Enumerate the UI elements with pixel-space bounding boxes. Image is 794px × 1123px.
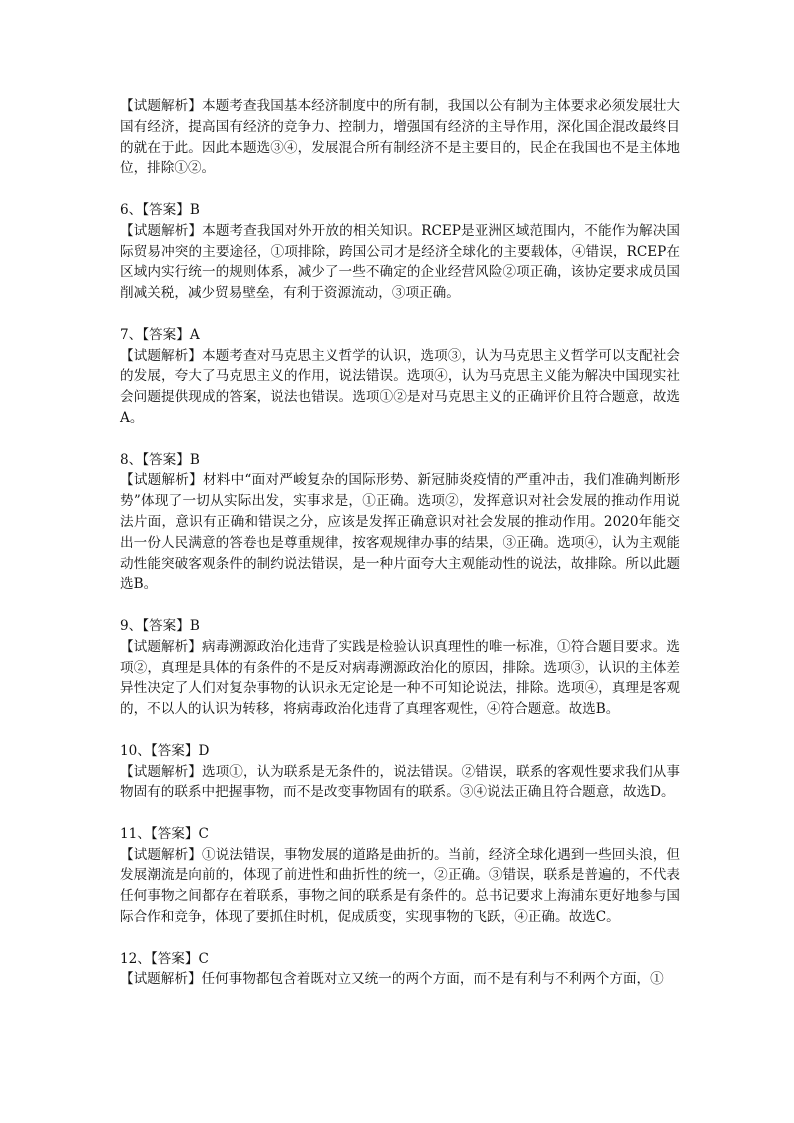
q8-analysis: 【试题解析】材料中“面对严峻复杂的国际形势、新冠肺炎疫情的严重冲击，我们准确判断形势”体现了一切从实际出发，实事求是，①正确。选项②，发挥意识对社会发展的推动作用说法片面，意识有正确和错误之分，应该是发挥正确意识对社会发展的推动作用。2020年能交出一份人民满意的答卷也是尊重规律，按客观规律办事的结果，③正确。选项④，认为主观能动性能突破客观条件的制约说法错误，是一种片面夸大主观能动性的说法，故排除。所以此题选B。 [120, 472, 680, 593]
q8-block [120, 450, 680, 596]
q12-block [120, 949, 680, 991]
q12-analysis: 【试题解析】任何事物都包含着既对立又统一的两个方面，而不是有利与不利两个方面，① [120, 971, 664, 988]
q12-answer: 12、【答案】C [120, 950, 209, 967]
q10-answer: 10、【答案】D [120, 742, 210, 759]
q6-answer: 6、【答案】B [120, 201, 200, 218]
q11-block [120, 824, 680, 928]
q6-analysis: 【试题解析】本题考查我国对外开放的相关知识。RCEP是亚洲区域范围内，不能作为解决国际贸易冲突的主要途径，①项排除，跨国公司才是经济全球化的主要载体，④错误，RCEP在区域内实行统一的规则体系，减少了一些不确定的企业经营风险②项正确，该协定要求成员国削减关税，减少贸易壁垒，有利于资源流动，③项正确。 [120, 222, 680, 302]
q10-block [120, 741, 680, 803]
q10-analysis: 【试题解析】选项①，认为联系是无条件的，说法错误。②错误，联系的客观性要求我们从事物固有的联系中把握事物，而不是改变事物固有的联系。③④说法正确且符合题意，故选D。 [120, 763, 680, 801]
q11-analysis: 【试题解析】①说法错误，事物发展的道路是曲折的。当前，经济全球化遇到一些回头浪，但发展潮流是向前的，体现了前进性和曲折性的统一，②正确。③错误，联系是普遍的，不代表任何事物之间都存在着联系，事物之间的联系是有条件的。总书记要求上海浦东更好地参与国际合作和竞争，体现了要抓住时机，促成质变，实现事物的飞跃，④正确。故选C。 [120, 846, 680, 926]
q7-block [120, 325, 680, 429]
q6-block [120, 200, 680, 304]
q11-answer: 11、【答案】C [120, 825, 209, 842]
q9-analysis: 【试题解析】病毒溯源政治化违背了实践是检验认识真理性的唯一标准，①符合题目要求。选项②，真理是具体的有条件的不是反对病毒溯源政治化的原因，排除。选项③，认识的主体差异性决定了人们对复杂事物的认识永无定论是一种不可知论说法，排除。选项④，真理是客观的，不以人的认识为转移，将病毒政治化违背了真理客观性，④符合题意。故选B。 [120, 638, 680, 718]
q5-analysis: 【试题解析】本题考查我国基本经济制度中的所有制，我国以公有制为主体要求必须发展壮大国有经济，提高国有经济的竞争力、控制力，增强国有经济的主导作用，深化国企混改最终目的就在于此。因此本题选③④，发展混合所有制经济不是主要目的，民企在我国也不是主体地位，排除①②。 [120, 98, 680, 177]
q7-answer: 7、【答案】A [120, 326, 200, 343]
q8-answer: 8、【答案】B [120, 451, 200, 468]
q9-block [120, 616, 680, 720]
q9-answer: 9、【答案】B [120, 617, 200, 634]
q5-block [120, 96, 680, 179]
document-body [120, 96, 680, 1011]
q7-analysis: 【试题解析】本题考查对马克思主义哲学的认识，选项③，认为马克思主义哲学可以支配社会的发展，夸大了马克思主义的作用，说法错误。选项④，认为马克思主义能为解决中国现实社会问题提供现成的答案，说法也错误。选项①②是对马克思主义的正确评价且符合题意，故选A。 [120, 347, 680, 426]
